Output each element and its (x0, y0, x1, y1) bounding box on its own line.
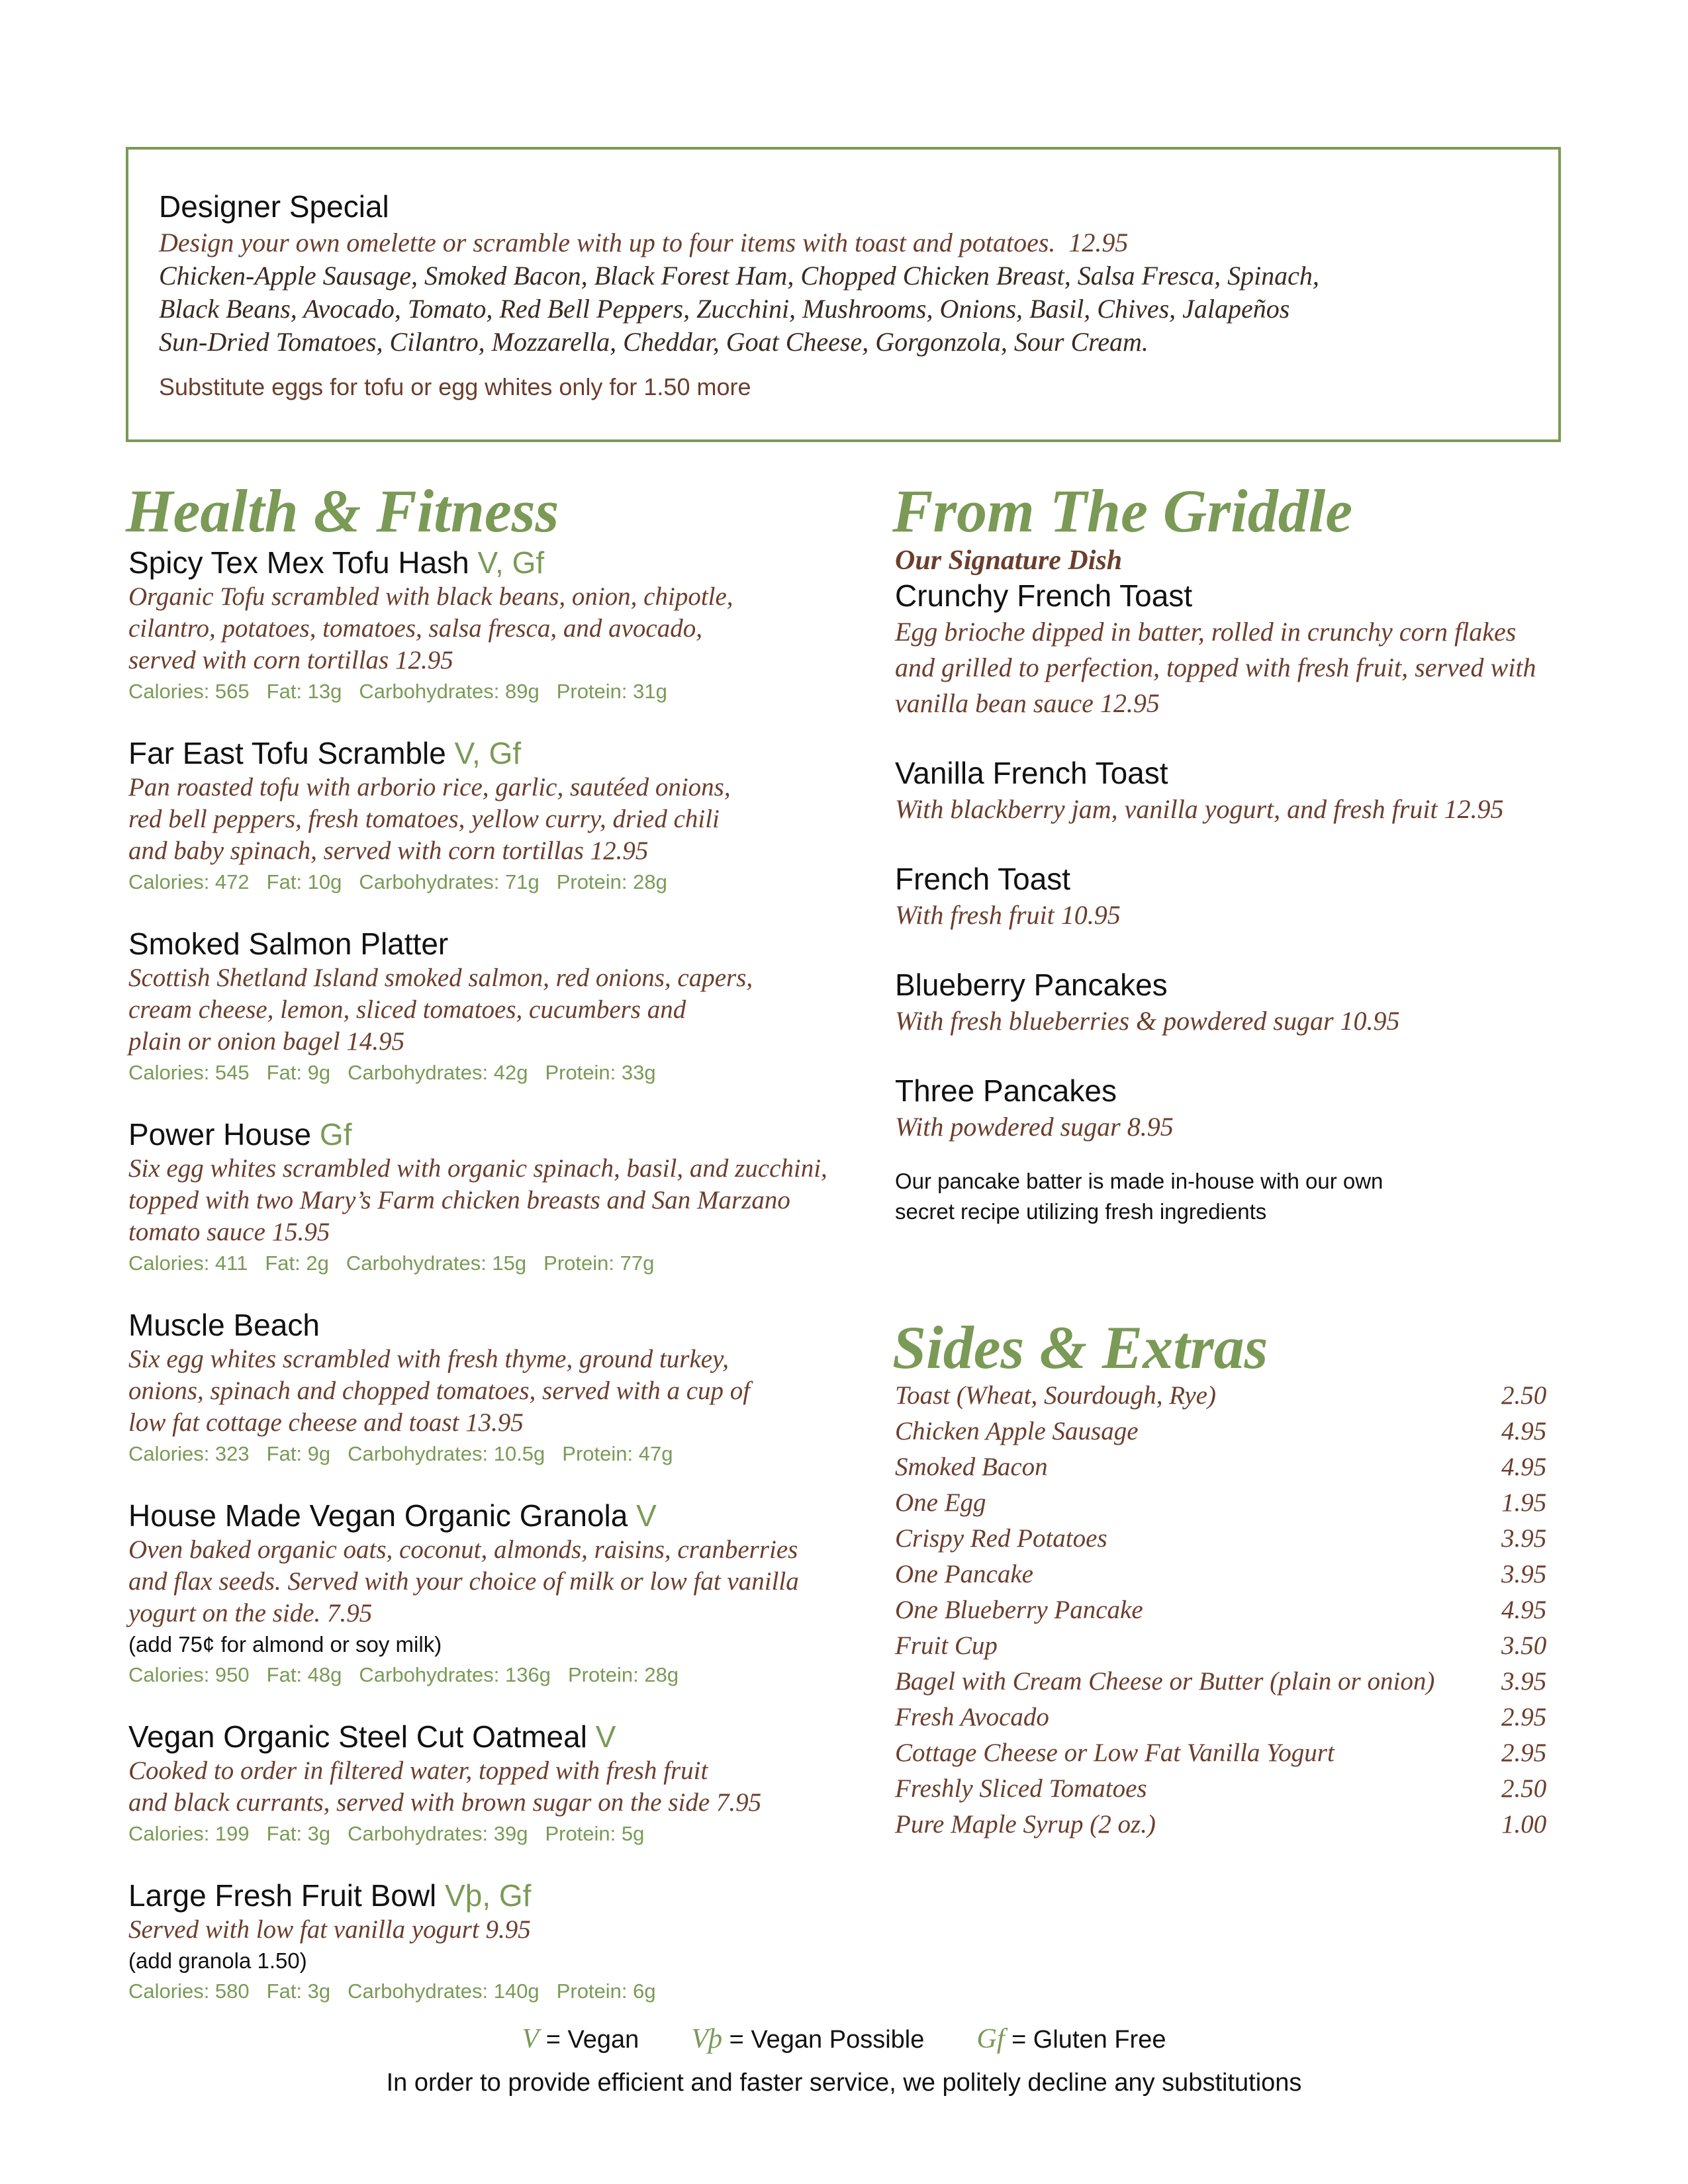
batter-note-line: Our pancake batter is made in-house with our own (895, 1169, 1383, 1193)
description-line: With blackberry jam, vanilla yogurt, and fresh fruit 12.95 (895, 794, 1504, 824)
side-item (895, 1664, 1557, 1700)
description-line: Scottish Shetland Island smoked salmon, red onions, capers, (128, 964, 753, 992)
designer-special-price: 12.95 (1068, 228, 1129, 257)
nutrition-value: Protein: 31g (556, 680, 667, 703)
side-item-price: 2.50 (1501, 1774, 1547, 1803)
menu-item (128, 544, 910, 707)
menu-item-name: Muscle Beach (128, 1308, 320, 1342)
nutrition-value: Protein: 33g (545, 1061, 656, 1084)
nutrition-value: Fat: 13g (266, 680, 342, 703)
menu-item-name: Spicy Tex Mex Tofu Hash (128, 545, 469, 580)
nutrition-value: Carbohydrates: 39g (348, 1822, 528, 1845)
designer-special-description (159, 226, 1526, 259)
griddle-item-name: Three Pancakes (895, 1073, 1117, 1108)
menu-item-description (128, 1343, 910, 1439)
griddle-item-name: French Toast (895, 862, 1071, 896)
side-item-price: 2.50 (1501, 1381, 1547, 1410)
description-line: served with corn tortillas 12.95 (128, 646, 453, 674)
griddle-heading: From The Griddle (892, 477, 1353, 545)
side-item (895, 1807, 1557, 1843)
griddle-item-description (895, 792, 1597, 827)
side-item (895, 1592, 1557, 1628)
griddle-item-description (895, 1003, 1597, 1039)
nutrition-value: Protein: 77g (543, 1251, 655, 1275)
nutrition-value: Carbohydrates: 89g (359, 680, 539, 703)
side-item-price: 2.95 (1501, 1703, 1547, 1731)
description-line: With fresh fruit 10.95 (895, 900, 1121, 930)
description-line: vanilla bean sauce 12.95 (895, 688, 1160, 718)
side-item-price: 4.95 (1501, 1596, 1547, 1624)
griddle-items (895, 577, 1597, 1145)
nutrition-value: Fat: 3g (266, 1822, 331, 1845)
menu-item (128, 1116, 910, 1279)
side-item (895, 1485, 1557, 1521)
designer-special-items-line: Black Beans, Avocado, Tomato, Red Bell Peppers, Zucchini, Mushrooms, Onions, Basil, Chives, Jalapeños (159, 294, 1290, 324)
griddle-item-name: Blueberry Pancakes (895, 968, 1168, 1002)
description-line: Oven baked organic oats, coconut, almonds, raisins, cranberries (128, 1535, 798, 1564)
side-item (895, 1735, 1557, 1771)
nutrition-value: Carbohydrates: 140g (348, 1979, 539, 2003)
description-line: and black currants, served with brown sugar on the side 7.95 (128, 1788, 762, 1817)
nutrition-value: Calories: 411 (128, 1251, 248, 1275)
nutrition-value: Protein: 5g (545, 1822, 645, 1845)
signature-dish-tag: Our Signature Dish (895, 545, 1123, 576)
description-line: yogurt on the side. 7.95 (128, 1599, 373, 1627)
nutrition-facts (128, 1439, 910, 1469)
nutrition-facts (128, 1248, 910, 1279)
diet-tags: Gf (319, 1117, 352, 1152)
description-line: and baby spinach, served with corn tortillas 12.95 (128, 837, 649, 865)
side-item-name: Fresh Avocado (895, 1703, 1049, 1731)
side-item (895, 1378, 1557, 1414)
description-line: Served with low fat vanilla yogurt 9.95 (128, 1915, 531, 1944)
side-item-name: Cottage Cheese or Low Fat Vanilla Yogurt (895, 1739, 1335, 1767)
menu-item-description (128, 1153, 910, 1248)
nutrition-value: Calories: 472 (128, 870, 250, 893)
sides-heading: Sides & Extras (892, 1314, 1268, 1381)
griddle-item (895, 1072, 1597, 1145)
nutrition-facts (128, 1058, 910, 1088)
nutrition-value: Calories: 565 (128, 680, 250, 703)
description-line: onions, spinach and chopped tomatoes, served with a cup of (128, 1377, 751, 1405)
menu-item-description (128, 1755, 910, 1819)
nutrition-value: Protein: 47g (562, 1442, 673, 1465)
legend-symbol-vegan-possible: Vþ (691, 2024, 723, 2054)
nutrition-value: Carbohydrates: 10.5g (348, 1442, 545, 1465)
description-line: Cooked to order in filtered water, topped with fresh fruit (128, 1756, 708, 1785)
menu-item-name-row (128, 1877, 910, 1914)
side-item-price: 4.95 (1501, 1417, 1547, 1445)
menu-item-name: Far East Tofu Scramble (128, 736, 446, 770)
side-item-price: 4.95 (1501, 1453, 1547, 1481)
side-item-name: One Egg (895, 1488, 986, 1517)
side-item-name: Pure Maple Syrup (2 oz.) (895, 1810, 1156, 1839)
description-line: and grilled to perfection, topped with fresh fruit, served with (895, 653, 1536, 682)
side-item-price: 1.95 (1501, 1488, 1547, 1517)
nutrition-value: Carbohydrates: 42g (348, 1061, 528, 1084)
menu-item-name: Vegan Organic Steel Cut Oatmeal (128, 1719, 587, 1754)
nutrition-value: Carbohydrates: 15g (346, 1251, 527, 1275)
nutrition-value: Fat: 9g (266, 1442, 331, 1465)
griddle-item-name: Vanilla French Toast (895, 756, 1168, 790)
designer-special-items-line: Sun-Dried Tomatoes, Cilantro, Mozzarella, Cheddar, Goat Cheese, Gorgonzola, Sour Cream. (159, 327, 1149, 357)
sides-list (895, 1378, 1557, 1843)
description-line: Pan roasted tofu with arborio rice, garlic, sautéed onions, (128, 773, 731, 801)
legend-label-gluten-free: = Gluten Free (1011, 2026, 1166, 2054)
health-fitness-list (128, 544, 910, 2034)
menu-item-name: Large Fresh Fruit Bowl (128, 1878, 437, 1913)
description-line: tomato sauce 15.95 (128, 1218, 330, 1246)
menu-item (128, 1718, 910, 1849)
side-item-name: Bagel with Cream Cheese or Butter (plain or onion) (895, 1667, 1435, 1696)
description-line: cilantro, potatoes, tomatoes, salsa fresca, and avocado, (128, 614, 702, 643)
nutrition-value: Protein: 6g (556, 1979, 656, 2003)
menu-item-addon: (add granola 1.50) (128, 1948, 307, 1973)
description-line: plain or onion bagel 14.95 (128, 1027, 405, 1056)
menu-item-name-row (128, 925, 910, 962)
menu-item (128, 735, 910, 897)
griddle-item (895, 966, 1597, 1039)
designer-special-note: Substitute eggs for tofu or egg whites only for 1.50 more (159, 373, 751, 400)
side-item-price: 2.95 (1501, 1739, 1547, 1767)
legend-label-vegan-possible: = Vegan Possible (729, 2026, 925, 2054)
nutrition-value: Calories: 323 (128, 1442, 250, 1465)
nutrition-facts (128, 1976, 910, 2007)
designer-special-title: Designer Special (159, 189, 389, 224)
side-item-price: 1.00 (1501, 1810, 1547, 1839)
description-line: Six egg whites scrambled with fresh thyme, ground turkey, (128, 1345, 729, 1373)
menu-item-name-row (128, 1497, 910, 1534)
menu-item-description (128, 772, 910, 867)
description-line: topped with two Mary’s Farm chicken breasts and San Marzano (128, 1186, 790, 1214)
nutrition-value: Carbohydrates: 136g (359, 1663, 551, 1686)
side-item-name: One Pancake (895, 1560, 1033, 1588)
nutrition-facts (128, 1660, 910, 1690)
griddle-item (895, 754, 1597, 827)
side-item-name: Freshly Sliced Tomatoes (895, 1774, 1147, 1803)
nutrition-value: Calories: 545 (128, 1061, 250, 1084)
nutrition-value: Protein: 28g (556, 870, 667, 893)
legend-label-vegan: = Vegan (545, 2026, 639, 2054)
side-item-price: 3.95 (1501, 1524, 1547, 1553)
diet-tags: Vþ, Gf (445, 1878, 532, 1913)
designer-special-box (126, 147, 1561, 442)
griddle-item-description (895, 614, 1597, 721)
description-line: cream cheese, lemon, sliced tomatoes, cucumbers and (128, 995, 686, 1024)
side-item-price: 3.50 (1501, 1631, 1547, 1660)
batter-note (895, 1166, 1597, 1227)
side-item-name: Toast (Wheat, Sourdough, Rye) (895, 1381, 1216, 1410)
griddle-list (895, 544, 1597, 1227)
side-item (895, 1628, 1557, 1664)
griddle-item-name: Crunchy French Toast (895, 578, 1193, 613)
menu-item-description (128, 962, 910, 1058)
description-line: red bell peppers, fresh tomatoes, yellow curry, dried chili (128, 805, 720, 833)
menu-item-name-row (128, 1718, 910, 1755)
nutrition-value: Fat: 48g (266, 1663, 342, 1686)
description-line: With powdered sugar 8.95 (895, 1112, 1174, 1142)
menu-item (128, 1877, 910, 2007)
nutrition-value: Protein: 28g (567, 1663, 679, 1686)
diet-tags: V (595, 1719, 616, 1754)
menu-item-name: House Made Vegan Organic Granola (128, 1498, 628, 1533)
description-line: Egg brioche dipped in batter, rolled in crunchy corn flakes (895, 617, 1517, 647)
nutrition-value: Calories: 950 (128, 1663, 250, 1686)
side-item (895, 1700, 1557, 1735)
nutrition-value: Fat: 9g (266, 1061, 331, 1084)
side-item-name: One Blueberry Pancake (895, 1596, 1143, 1624)
side-item-name: Fruit Cup (895, 1631, 998, 1660)
menu-item-name-row (128, 1306, 910, 1343)
nutrition-value: Fat: 2g (265, 1251, 329, 1275)
diet-tags: V, Gf (477, 545, 545, 580)
side-item (895, 1557, 1557, 1592)
menu-item-name-row (128, 544, 910, 581)
menu-item (128, 1497, 910, 1690)
legend-symbol-vegan: V (522, 2024, 539, 2054)
description-line: and flax seeds. Served with your choice of milk or low fat vanilla (128, 1567, 799, 1596)
menu-item (128, 925, 910, 1088)
legend-symbol-gluten-free: Gf (976, 2024, 1005, 2054)
griddle-item-description (895, 897, 1597, 933)
menu-item (128, 1306, 910, 1469)
menu-item-name-row (128, 1116, 910, 1153)
diet-legend (0, 2023, 1688, 2056)
substitution-note: In order to provide efficient and faster service, we politely decline any substitutions (386, 2069, 1302, 2097)
side-item (895, 1449, 1557, 1485)
description-line: low fat cottage cheese and toast 13.95 (128, 1408, 524, 1437)
nutrition-facts (128, 867, 910, 897)
description-line: Six egg whites scrambled with organic spinach, basil, and zucchini, (128, 1154, 827, 1183)
menu-item-name-row (128, 735, 910, 772)
batter-note-line: secret recipe utilizing fresh ingredients (895, 1199, 1267, 1224)
side-item (895, 1521, 1557, 1557)
griddle-item (895, 577, 1597, 721)
side-item (895, 1771, 1557, 1807)
menu-item-description (128, 1914, 910, 1946)
menu-item-name: Smoked Salmon Platter (128, 927, 449, 961)
side-item-price: 3.95 (1501, 1560, 1547, 1588)
health-fitness-heading: Health & Fitness (126, 477, 559, 545)
nutrition-value: Carbohydrates: 71g (359, 870, 539, 893)
side-item (895, 1414, 1557, 1449)
description-line: With fresh blueberries & powdered sugar 10.95 (895, 1006, 1400, 1036)
nutrition-facts (128, 676, 910, 707)
diet-tags: V, Gf (454, 736, 522, 770)
nutrition-value: Fat: 3g (266, 1979, 331, 2003)
nutrition-value: Calories: 199 (128, 1822, 250, 1845)
side-item-name: Chicken Apple Sausage (895, 1417, 1139, 1445)
designer-special-items-line: Chicken-Apple Sausage, Smoked Bacon, Black Forest Ham, Chopped Chicken Breast, Salsa Fresca, Spinach, (159, 261, 1319, 291)
side-item-name: Smoked Bacon (895, 1453, 1048, 1481)
designer-special-items (159, 259, 1526, 359)
menu-item-description (128, 1534, 910, 1629)
side-item-name: Crispy Red Potatoes (895, 1524, 1107, 1553)
diet-tags: V (636, 1498, 657, 1533)
designer-special-desc-text: Design your own omelette or scramble with up to four items with toast and potatoes. (159, 228, 1056, 257)
nutrition-facts (128, 1819, 910, 1849)
nutrition-value: Fat: 10g (266, 870, 342, 893)
menu-item-description (128, 581, 910, 676)
menu-item-addon: (add 75¢ for almond or soy milk) (128, 1632, 442, 1657)
side-item-price: 3.95 (1501, 1667, 1547, 1696)
description-line: Organic Tofu scrambled with black beans, onion, chipotle, (128, 582, 733, 611)
menu-item-name: Power House (128, 1117, 312, 1152)
griddle-item (895, 860, 1597, 933)
griddle-item-description (895, 1109, 1597, 1145)
nutrition-value: Calories: 580 (128, 1979, 250, 2003)
